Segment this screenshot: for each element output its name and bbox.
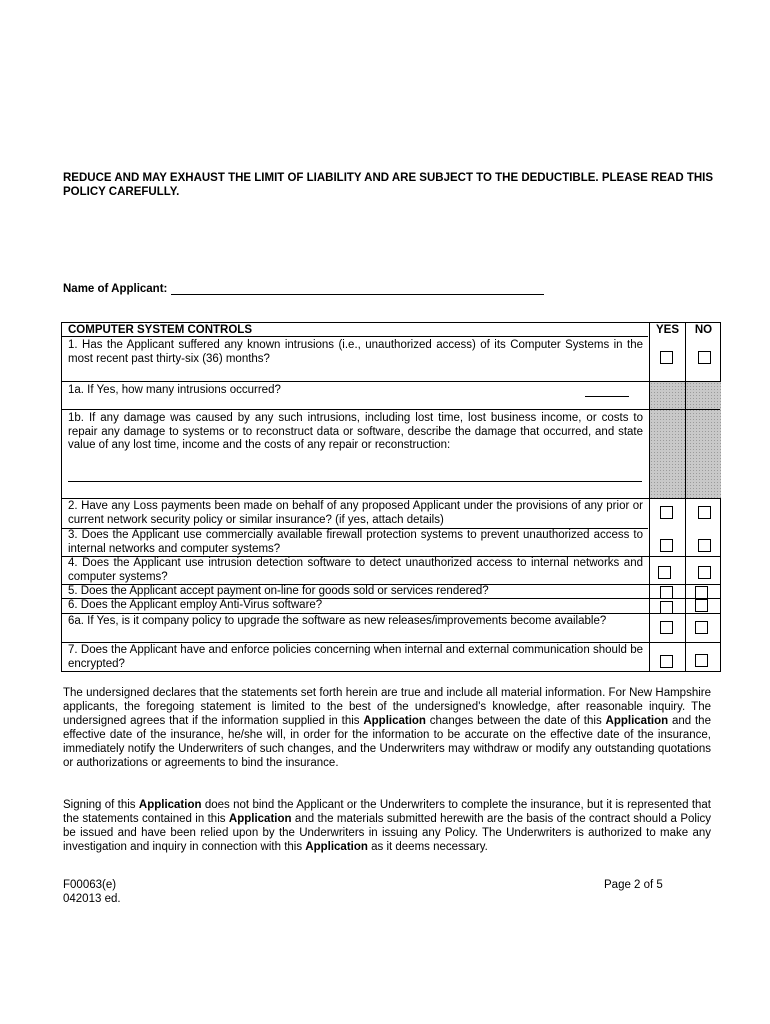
q6a-no-checkbox[interactable] (695, 621, 708, 634)
no-column-header: NO (694, 324, 713, 336)
shaded-cell-yes (650, 382, 685, 498)
q3-yes-checkbox[interactable] (660, 539, 673, 552)
q7-yes-checkbox[interactable] (660, 655, 673, 668)
intrusions-count-field[interactable] (585, 396, 629, 397)
question-1b: 1b. If any damage was caused by any such intrusions, including lost time, lost business income, or costs to repair any damage to systems or to reconstruct data or software, describe the damage that occurred, and state value of any lost time, income and the costs of any repair or reconstruction: (68, 412, 643, 451)
q4-yes-checkbox[interactable] (658, 566, 671, 579)
q6a-yes-checkbox[interactable] (660, 621, 673, 634)
q5-no-checkbox[interactable] (695, 586, 708, 599)
question-4: 4. Does the Applicant use intrusion detection software to detect unauthorized access to internal networks and computer systems? (68, 557, 643, 583)
computer-system-controls-table (61, 322, 721, 672)
q4-no-checkbox[interactable] (698, 566, 711, 579)
applicant-name-row (63, 282, 544, 295)
q2-no-checkbox[interactable] (698, 506, 711, 519)
notice-heading: REDUCE AND MAY EXHAUST THE LIMIT OF LIABILITY AND ARE SUBJECT TO THE DEDUCTIBLE. PLEASE READ THIS POLICY CAREFULLY. (63, 172, 714, 198)
q2-yes-checkbox[interactable] (660, 506, 673, 519)
q3-no-checkbox[interactable] (698, 539, 711, 552)
page-number: Page 2 of 5 (604, 879, 663, 891)
q6-no-checkbox[interactable] (695, 599, 708, 612)
yes-column-header: YES (655, 324, 679, 336)
q5-yes-checkbox[interactable] (660, 586, 673, 599)
question-3: 3. Does the Applicant use commercially available firewall protection systems to prevent unauthorized access to internal networks and computer systems? (68, 529, 643, 555)
q1-no-checkbox[interactable] (698, 351, 711, 364)
edition: 042013 ed. (63, 893, 121, 905)
q6-yes-checkbox[interactable] (660, 601, 673, 614)
q7-no-checkbox[interactable] (695, 654, 708, 667)
question-2: 2. Have any Loss payments been made on behalf of any proposed Applicant under the provisions of any prior or current network security policy or similar insurance? (if yes, attach details) (68, 500, 643, 526)
applicant-name-field[interactable] (171, 282, 544, 295)
form-number: F00063(e) (63, 879, 117, 891)
table-title: COMPUTER SYSTEM CONTROLS (68, 324, 253, 336)
question-6: 6. Does the Applicant employ Anti-Virus software? (68, 599, 323, 611)
question-1: 1. Has the Applicant suffered any known intrusions (i.e., unauthorized access) of its Computer Systems in the most recent past thirty-six (36) months? (68, 339, 643, 365)
declaration-paragraph: The undersigned declares that the statements set forth herein are true and include all material information. For New Hampshire applicants, the foregoing statement is limited to the best of the undersigned's knowledge, after reasonable inquiry. The undersigned agrees that if the information supplied in this Application changes between the date of this Application and the effective date of the insurance, he/she will, in order for the information to be accurate on the effective date of the insurance, immediately notify the Underwriters of such changes, and the Underwriters may withdraw or modify any outstanding quotations or authorizations or agreements to bind the insurance. (63, 687, 711, 769)
signing-paragraph: Signing of this Application does not bind the Applicant or the Underwriters to complete the insurance, but it is represented that the statements contained in this Application and the materials submitted herewith are the basis of the contract should a Policy be issued and have been relied upon by the Underwriters in issuing any Policy. The Underwriters is authorized to make any investigation and inquiry in connection with this Application as it deems necessary. (63, 799, 712, 853)
damage-description-field[interactable] (68, 481, 642, 482)
question-5: 5. Does the Applicant accept payment on-line for goods sold or services rendered? (68, 585, 489, 597)
applicant-name-label: Name of Applicant: (63, 283, 168, 295)
shaded-cell-no (686, 382, 721, 498)
question-6a: 6a. If Yes, is it company policy to upgrade the software as new releases/improvements become available? (68, 615, 607, 627)
q1-yes-checkbox[interactable] (660, 351, 673, 364)
question-7: 7. Does the Applicant have and enforce policies concerning when internal and external communication should be encrypted? (68, 644, 643, 670)
question-1a: 1a. If Yes, how many intrusions occurred? (68, 384, 281, 396)
